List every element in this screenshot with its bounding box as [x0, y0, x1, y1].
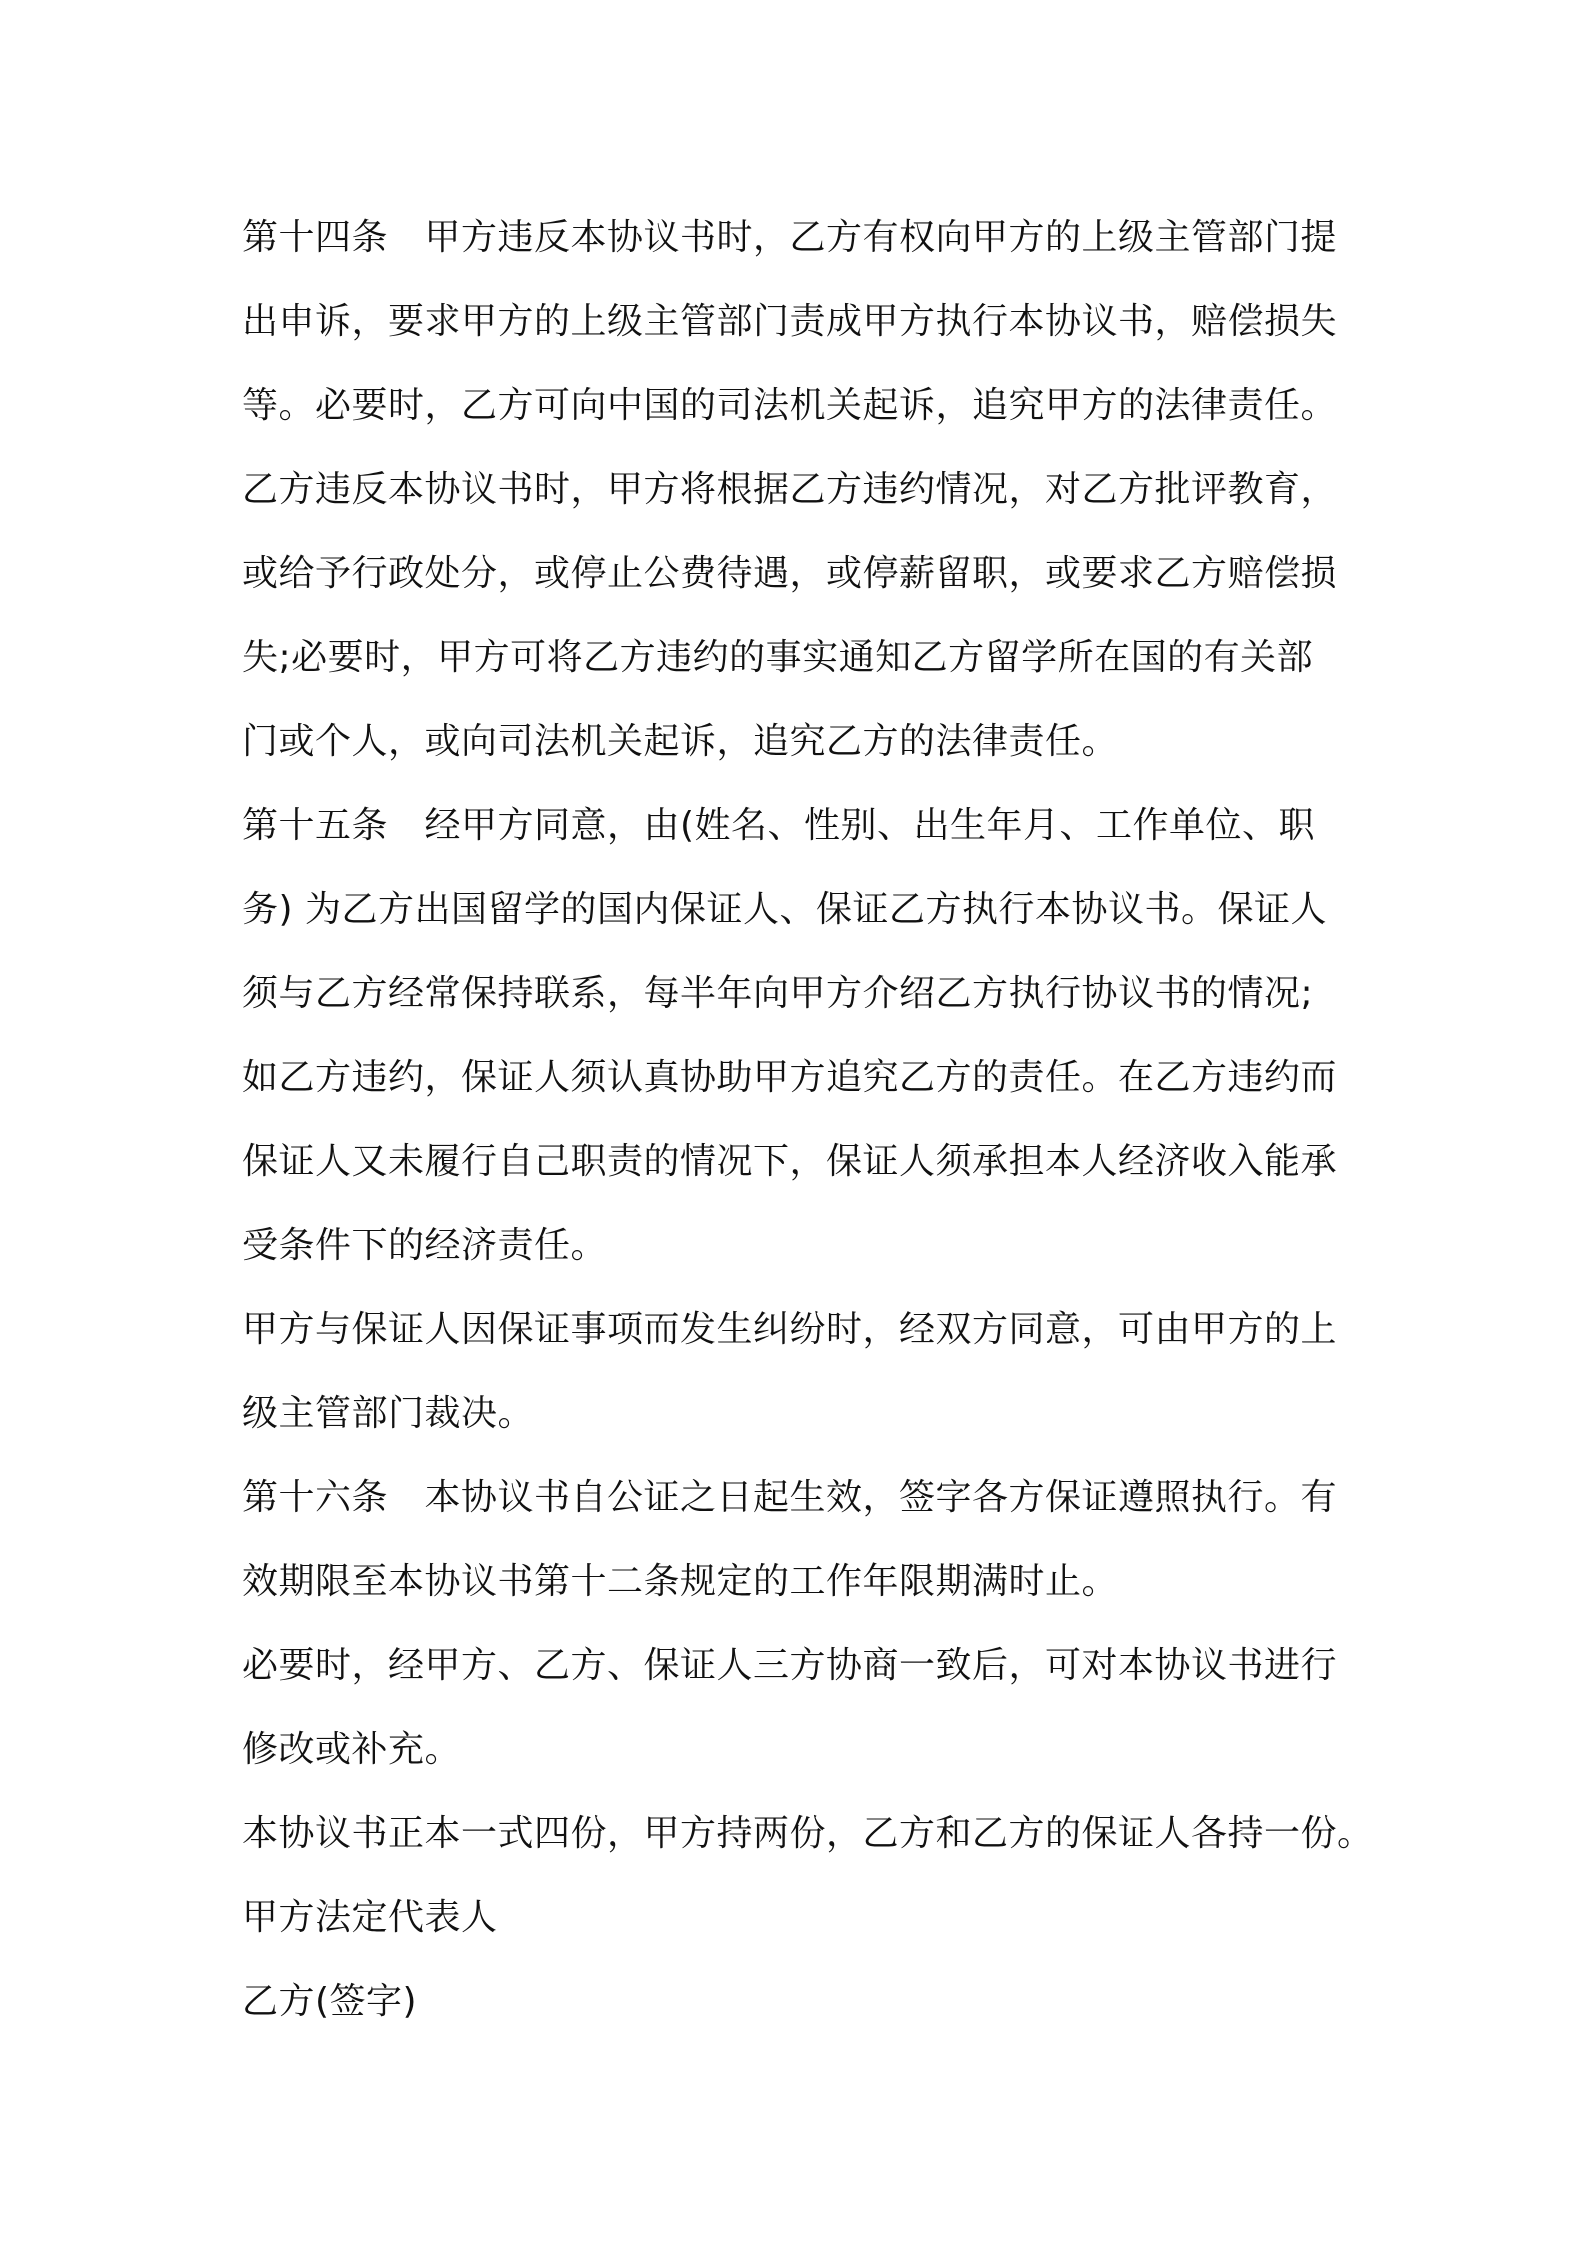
- text-line: 级主管部门裁决。: [242, 1393, 535, 1434]
- text-line: 门或个人，或向司法机关起诉，追究乙方的法律责任。: [242, 721, 1119, 762]
- text-line: 乙方违反本协议书时，甲方将根据乙方违约情况，对乙方批评教育，: [242, 469, 1338, 510]
- article-14-paragraph: [242, 196, 1360, 448]
- text-line: 必要时，经甲方、乙方、保证人三方协商一致后，可对本协议书进行: [242, 1645, 1338, 1686]
- article-15-paragraph: [242, 784, 1360, 1288]
- text-line: 本协议书正本一式四份，甲方持两份，乙方和乙方的保证人各持一份。: [242, 1813, 1374, 1854]
- article-16-paragraph: [242, 1456, 1360, 1624]
- text-line: 第十四条 甲方违反本协议书时，乙方有权向甲方的上级主管部门提: [242, 217, 1338, 258]
- text-line: 第十六条 本协议书自公证之日起生效，签字各方保证遵照执行。有: [242, 1477, 1338, 1518]
- text-line: 失;必要时，甲方可将乙方违约的事实通知乙方留学所在国的有关部: [242, 637, 1314, 678]
- text-line: 等。必要时，乙方可向中国的司法机关起诉，追究甲方的法律责任。: [242, 385, 1338, 426]
- text-line: 如乙方违约，保证人须认真协助甲方追究乙方的责任。在乙方违约而: [242, 1057, 1338, 1098]
- text-line: 受条件下的经济责任。: [242, 1225, 608, 1266]
- copies-paragraph: [242, 1792, 1374, 1876]
- text-line: 或给予行政处分，或停止公费待遇，或停薪留职，或要求乙方赔偿损: [242, 553, 1338, 594]
- amendment-paragraph: [242, 1624, 1360, 1792]
- party-a-representative-line: [242, 1876, 1360, 1960]
- text-line: 出申诉，要求甲方的上级主管部门责成甲方执行本协议书，赔偿损失: [242, 301, 1338, 342]
- document-body: [242, 196, 1374, 2044]
- text-line: 甲方与保证人因保证事项而发生纠纷时，经双方同意，可由甲方的上: [242, 1309, 1338, 1350]
- text-line: 须与乙方经常保持联系，每半年向甲方介绍乙方执行协议书的情况;: [242, 973, 1314, 1014]
- party-b-signature-line: [242, 1960, 1360, 2044]
- text-line: 务) 为乙方出国留学的国内保证人、保证乙方执行本协议书。保证人: [242, 889, 1327, 930]
- text-line: 第十五条 经甲方同意，由(姓名、性别、出生年月、工作单位、职: [242, 805, 1316, 846]
- text-line: 保证人又未履行自己职责的情况下，保证人须承担本人经济收入能承: [242, 1141, 1338, 1182]
- party-b-violation-paragraph: [242, 448, 1360, 784]
- text-line: 甲方法定代表人: [242, 1897, 498, 1938]
- text-line: 效期限至本协议书第十二条规定的工作年限期满时止。: [242, 1561, 1119, 1602]
- dispute-paragraph: [242, 1288, 1360, 1456]
- text-line: 修改或补充。: [242, 1729, 462, 1770]
- text-line: 乙方(签字): [242, 1981, 418, 2022]
